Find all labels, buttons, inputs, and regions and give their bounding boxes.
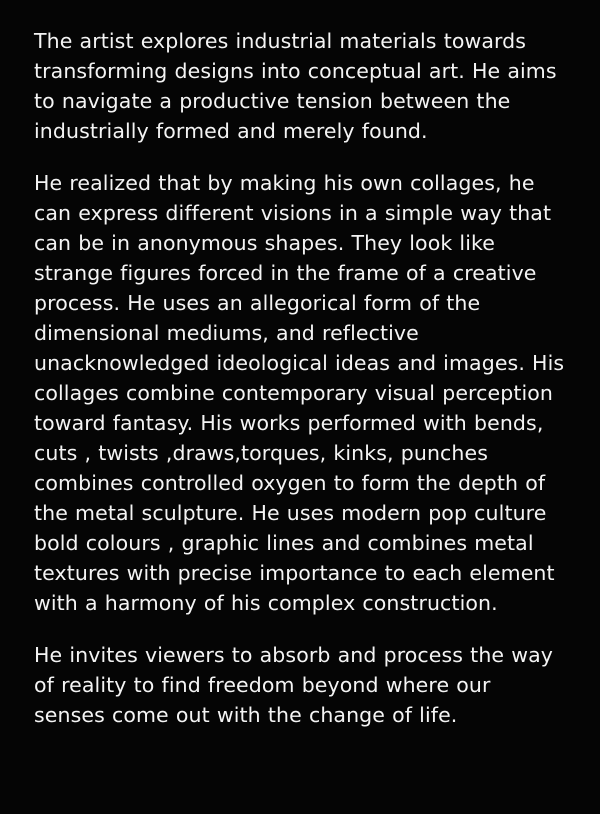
paragraph-closing: He invites viewers to absorb and process the way of reality to find freedom beyond where our senses come out with the change of life.: [34, 643, 553, 727]
paragraph-intro: The artist explores industrial materials towards transforming designs into conceptual art. He aims to navigate a productive tension between the industrially formed and merely found.: [34, 29, 557, 143]
paragraph-process: He realized that by making his own collages, he can express different visions in a simple way that can be in anonymous shapes. They look like strange figures forced in the frame of a creative process. He uses an allegorical form of the dimensional mediums, and reflective unacknowledged ideological ideas and images. His collages combine contemporary visual perception toward fantasy. His works performed with bends, cuts , twists ,draws,torques, kinks, punches combines controlled oxygen to form the depth of the metal sculpture. He uses modern pop culture bold colours , graphic lines and combines metal textures with precise importance to each element with a harmony of his complex construction.: [34, 171, 565, 615]
